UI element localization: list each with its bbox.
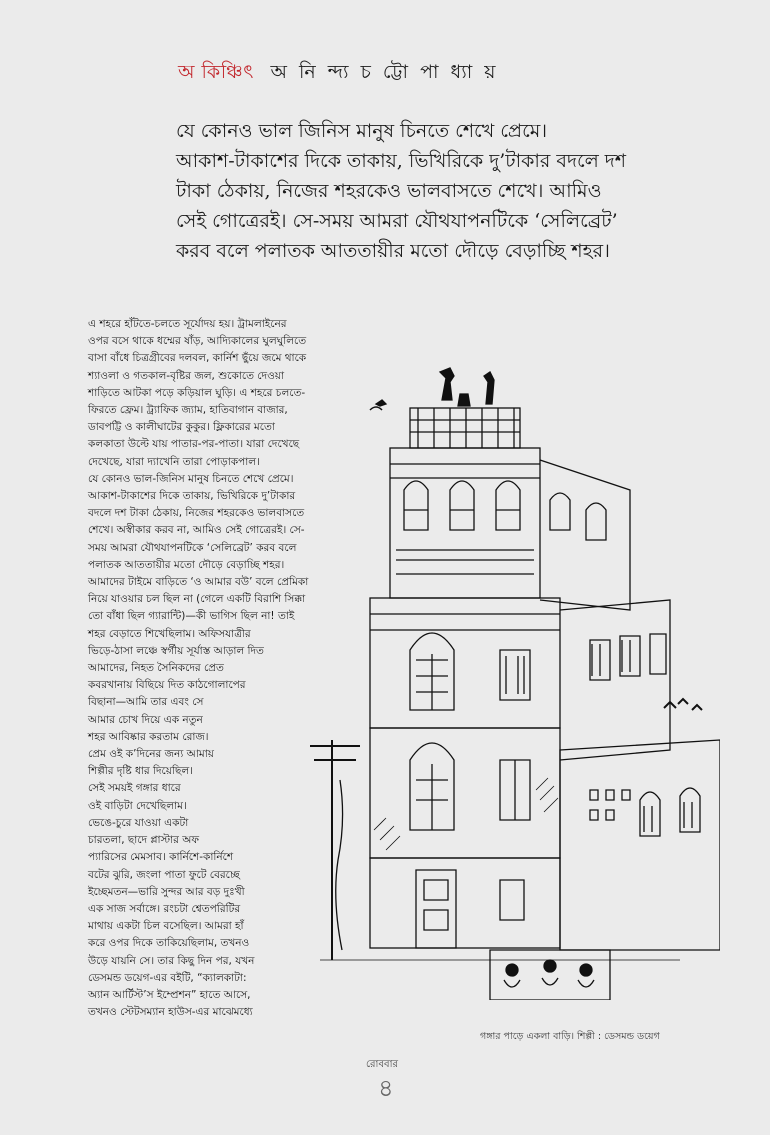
body-line: মাথায় একটা চিল বসেছিল। আমরা হাঁ [88,920,244,933]
body-line: সময় আমরা যৌথযাপনটিকে ‘সেলিব্রেট’ করব বলে [88,541,297,554]
body-line: ওপর বসে থাকে ধম্মের ষাঁড়, আদ্যিকালের ঘুলঘুলিতে [88,335,307,348]
body-line: সেই সময়ই গঙ্গার ধারে [88,782,181,795]
body-line: বাসা বাঁধে চিত্রগ্রীবের দলবল, কার্নিশ ছুঁয়ে জমে থাকে [88,352,307,365]
body-line: নিয়ে যাওয়ার চল ছিল না (গেলে একটি বিরাশি সিক্কা [88,593,306,606]
body-line: শিল্পীর দৃষ্টি ধার দিয়েছিল। [88,765,193,778]
body-line: তো বাঁধা ছিল গ্যারান্টি)—কী ভাগিস ছিল না! তাই [88,610,295,623]
body-line: যে কোনও ভাল-জিনিস মানুষ চিনতে শেখে প্রেমে। [88,472,294,485]
pull-quote-line: সেই গোত্রেরই। সে-সময় আমরা যৌথযাপনটিকে ‘সেলিব্রেট’ [176,210,618,232]
body-line: আমাদের, নিহত সৈনিকদের প্রেত [88,662,224,675]
pull-quote-line: করব বলে পলাতক আততায়ীর মতো দৌড়ে বেড়াচ্ছি শহর। [176,240,610,262]
pull-quote [176,116,716,266]
body-line: ভেঙে-চুরে যাওয়া একটা [88,816,189,829]
body-line: কবরখানায় বিছিয়ে দিত কাঠগোলাপের [88,679,246,692]
body-line: আকাশ-টাকাশের দিকে তাকায়, ভিখিরিকে দু’টাকার [88,490,296,503]
body-line: বিছানা—আমি তার এবং সে [88,696,204,709]
body-line: করে ওপর দিকে তাকিয়েছিলাম, তখনও [88,937,250,950]
magazine-name: রোববার [366,1059,398,1070]
body-line: বটের ঝুরি, জংলা পাতা ফুটে বেরচ্ছে [88,868,240,881]
body-line: উড়ে যায়নি সে। তার কিছু দিন পর, যখন [88,954,255,967]
body-line: ভিড়ে-ঠাসা লঞ্চে স্বর্গীয় সূর্যাস্ত আড়াল দিত [88,644,264,657]
body-line: দেখেছে, যারা দ্যাখেনি তারা পোড়াকপাল। [88,455,260,468]
body-line: ডাবপট্টি ও কালীঘাটের কুকুর। ফ্লিকারের মতো [88,421,275,434]
body-line: শ্যাওলা ও গতকাল-বৃষ্টির জল, শুকোতে দেওয়া [88,369,285,382]
body-line: অ্যান আর্টিস্ট’স ইম্প্রেশন” হাতে আসে, [88,988,251,1001]
body-line: প্রেম ওই ক’দিনের জন্য আমায় [88,748,214,761]
author-name: অ নি ন্দ্য চ ট্টো পা ধ্যা য় [270,61,499,83]
body-line: আমাদের টাইমে বাড়িতে ‘ও আমার বউ’ বলে প্রেমিকা [88,576,309,589]
body-line: ওই বাড়িটা দেখেছিলাম। [88,799,187,812]
illustration-caption: গঙ্গার পাড়ে একলা বাড়ি। শিল্পী : ডেসমন্ড ডয়েগ [480,1031,660,1042]
body-line: শহর বেড়াতে শিখেছিলাম। অফিসযাত্রীর [88,627,251,640]
body-line: চারতলা, ছাদে প্লাস্টার অফ [88,834,200,847]
pull-quote-line: যে কোনও ভাল জিনিস মানুষ চিনতে শেখে প্রেমে। [176,120,548,142]
body-line: শেখে। অস্বীকার করব না, আমিও সেই গোত্রেরই। সে- [88,524,305,537]
body-line: এক সাজ সর্বাঙ্গে। রংচটা শ্বেতপরিটির [88,902,241,915]
body-line: প্যারিসের মেমসাব। কার্নিশে-কার্নিশে [88,851,234,864]
pull-quote-line: আকাশ-টাকাশের দিকে তাকায়, ভিখিরিকে দু’টাকার বদলে দশ [176,150,627,172]
body-line: তখনও স্টেটসম্যান হাউস-এর মাঝেমধ্যে [88,1006,253,1019]
body-line: আমার চোখ দিয়ে এক নতুন [88,713,203,726]
page-number: ৪ [378,1074,394,1102]
body-line: পলাতক আততায়ীর মতো দৌড়ে বেড়াচ্ছি শহর। [88,558,285,571]
body-line: ইচ্ছেমতন—ভারি সুন্দর আর বড় দুঃখী [88,885,245,898]
body-line: শাড়িতে আটকা পড়ে কড়িয়াল ঘুড়ি। এ শহরে চলতে- [88,386,306,399]
column-header [178,58,498,90]
body-line: ডেসমন্ড ডয়েগ-এর বইটি, “ক্যালকাটা: [88,971,247,984]
article-body [88,316,378,1021]
pull-quote-line: টাকা ঠেকায়, নিজের শহরকেও ভালবাসতে শেখে। আমিও [176,180,602,202]
body-line: এ শহরে হাঁটতে-চলতে সূর্যোদয় হয়। ট্রামলাইনের [88,318,287,330]
body-line: শহর আবিষ্কার করতাম রোজ। [88,730,209,743]
body-line: বদলে দশ টাকা ঠেকায়, নিজের শহরকেও ভালবাসতে [88,507,305,520]
body-line: কলকাতা উল্টে যায় পাতার-পর-পাতা। যারা দেখেছে [88,438,300,451]
column-title: অ কিঞ্চিৎ [178,61,254,83]
body-line: ফিরতে ফ্রেম। ট্র্যাফিক জ্যাম, হাতিবাগান বাজার, [88,404,288,417]
